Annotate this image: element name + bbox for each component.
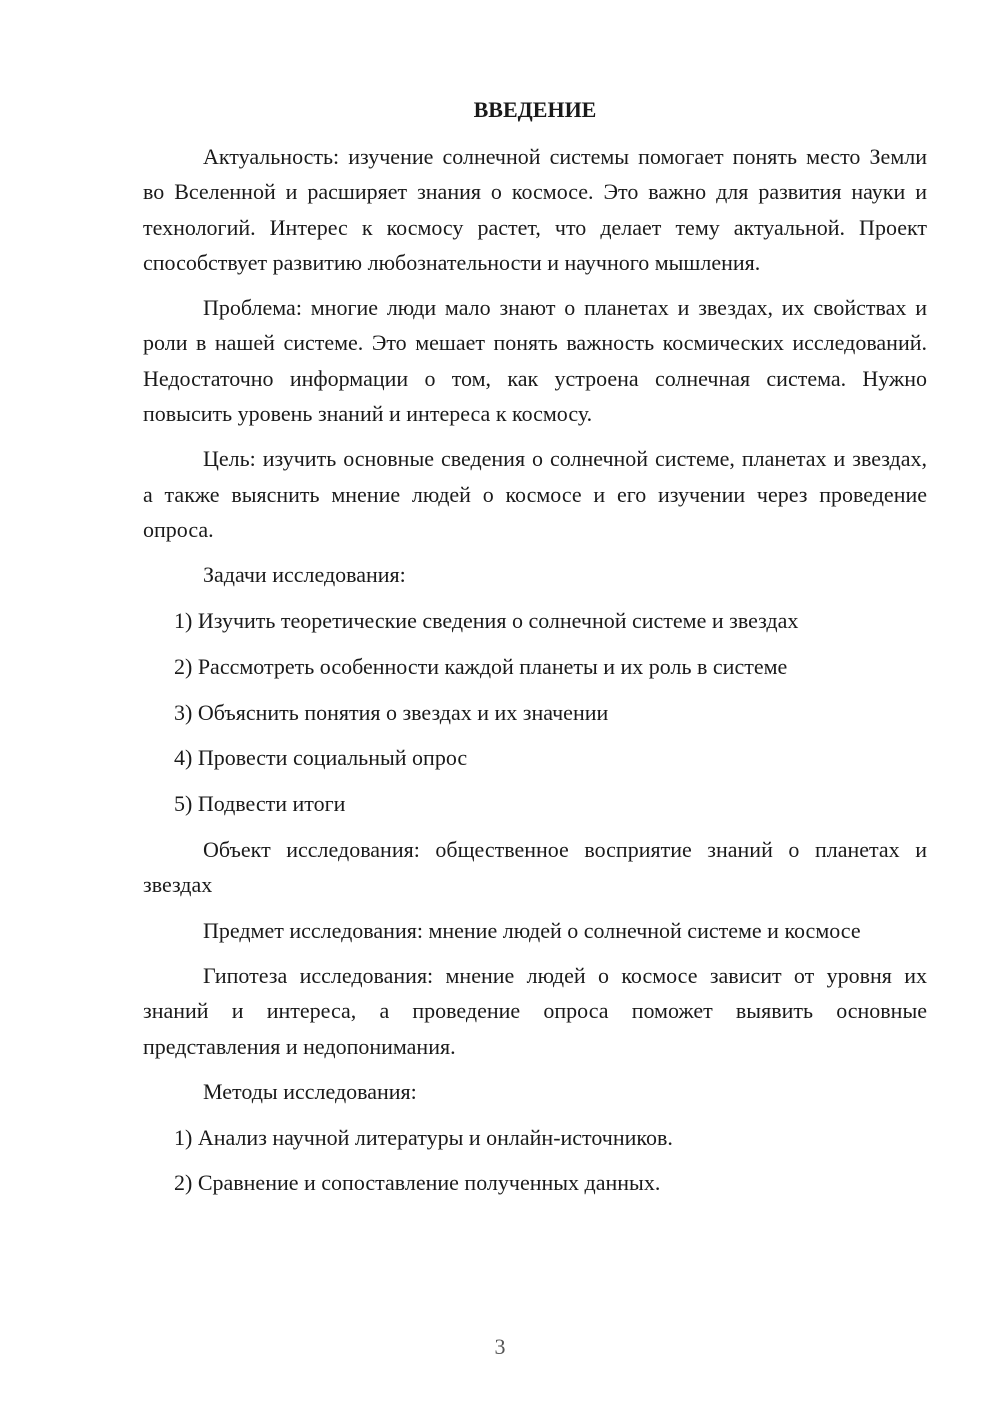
task-item: 4) Провести социальный опрос <box>174 745 468 771</box>
method-item: 1) Анализ научной литературы и онлайн-источников. <box>174 1124 673 1150</box>
page-content <box>143 94 927 1211</box>
tasks-label: Задачи исследования: <box>203 562 406 588</box>
task-item: 1) Изучить теоретические сведения о солнечной системе и звездах <box>174 608 799 634</box>
goal-paragraph: Цель: изучить основные сведения о солнечной системе, планетах и звездах, а также выяснить мнение людей о космосе и его изучении через проведение опроса. <box>143 446 927 542</box>
hypothesis-paragraph: Гипотеза исследования: мнение людей о космосе зависит от уровня их знаний и интереса, а проведение опроса поможет выявить основные представления и недопонимания. <box>143 962 927 1059</box>
task-item: 3) Объяснить понятия о звездах и их значении <box>174 699 609 725</box>
problem-paragraph: Проблема: многие люди мало знают о планетах и звездах, их свойствах и роли в нашей системе. Это мешает понять важность космических исследований. Недостаточно информации о том, как устроена солнечная система. Нужно повысить уровень знаний и интереса к космосу. <box>143 295 927 427</box>
section-heading: ВВЕДЕНИЕ <box>473 97 597 122</box>
methods-label: Методы исследования: <box>203 1078 417 1104</box>
relevance-paragraph: Актуальность: изучение солнечной системы помогает понять место Земли во Вселенной и расширяет знания о космосе. Это важно для развития науки и технологий. Интерес к космосу растет, что делает тему актуальной. Проект способствует развитию любознательности и научного мышления. <box>143 144 927 275</box>
page-number: 3 <box>494 1334 506 1359</box>
object-paragraph: Объект исследования: общественное восприятие знаний о планетах и звездах <box>143 837 927 898</box>
method-item: 2) Сравнение и сопоставление полученных данных. <box>174 1170 661 1196</box>
task-item: 2) Рассмотреть особенности каждой планеты и их роль в системе <box>174 653 788 679</box>
subject-paragraph: Предмет исследования: мнение людей о солнечной системе и космосе <box>203 917 861 943</box>
task-item: 5) Подвести итоги <box>174 791 346 817</box>
